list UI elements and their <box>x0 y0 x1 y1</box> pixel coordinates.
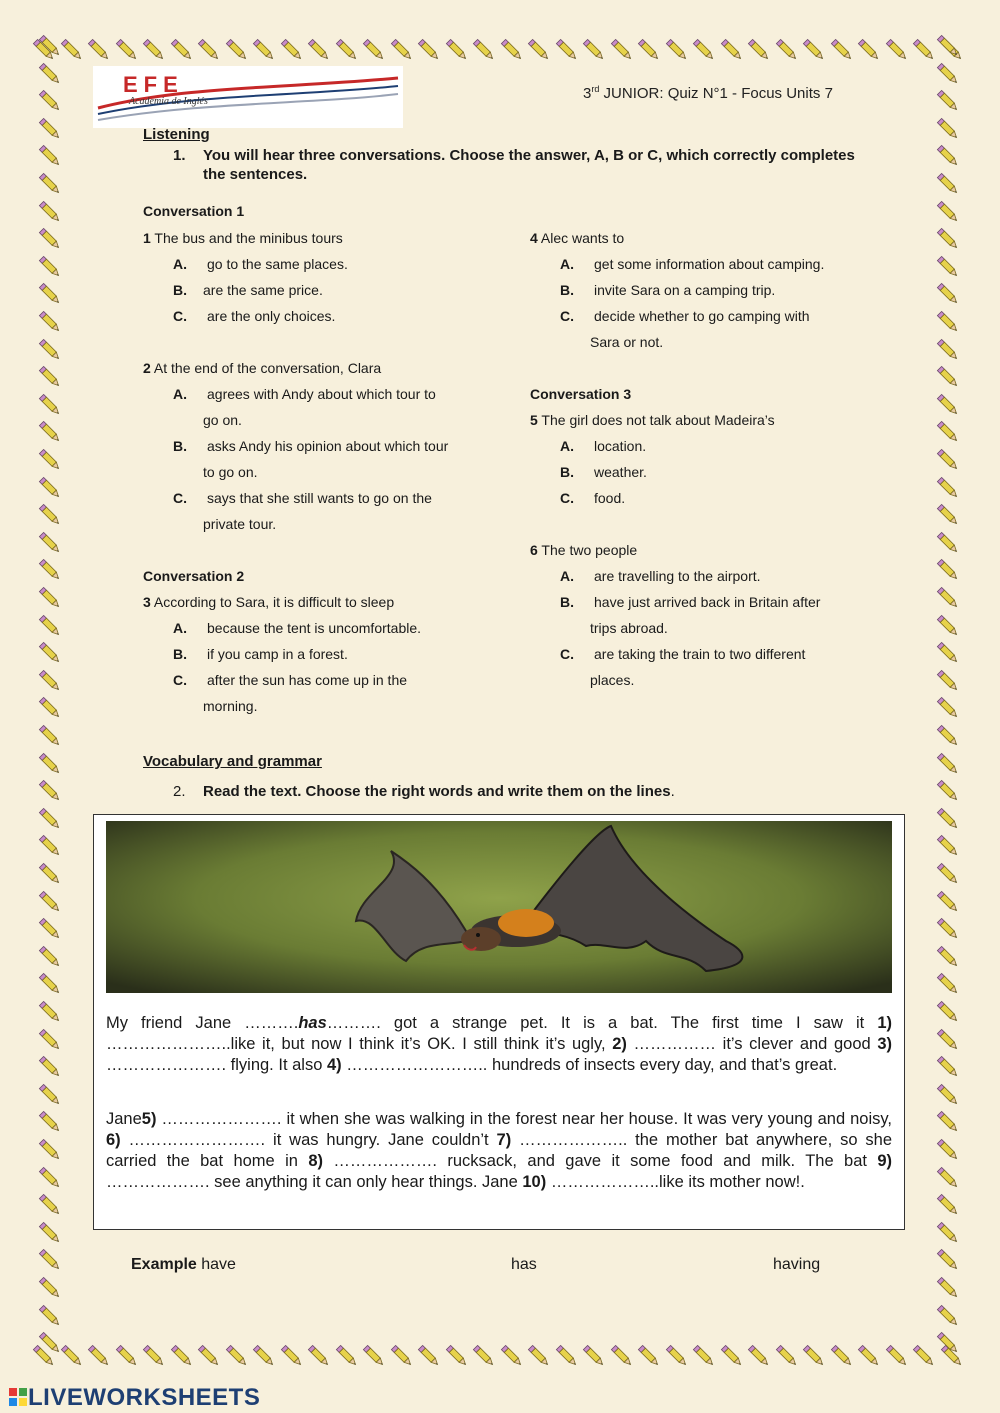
pencil-icon <box>415 36 443 68</box>
pencil-icon <box>250 36 278 68</box>
q3-option-c-letter: C. <box>173 672 187 688</box>
q1-option-b[interactable]: are the same price. <box>203 282 323 298</box>
pencil-icon <box>828 36 856 68</box>
pencil-icon <box>470 36 498 68</box>
pencil-icon <box>608 36 636 68</box>
pencil-icon <box>443 1342 471 1374</box>
pencil-icon <box>663 36 691 68</box>
q4-option-a[interactable]: get some information about camping. <box>594 256 825 272</box>
q4-option-c-letter: C. <box>560 308 574 324</box>
pencil-icon <box>883 36 911 68</box>
q5-option-a-letter: A. <box>560 438 574 454</box>
pencil-icon <box>828 1342 856 1374</box>
pencil-icon <box>333 36 361 68</box>
conversation-3-title: Conversation 3 <box>530 386 632 402</box>
q1-option-a[interactable]: go to the same places. <box>207 256 348 272</box>
pencil-icon <box>934 1329 962 1362</box>
pencil-icon <box>195 1342 223 1374</box>
pencil-icon <box>773 1342 801 1374</box>
q1-option-c[interactable]: are the only choices. <box>207 308 336 324</box>
q4-option-b-letter: B. <box>560 282 574 298</box>
q4-option-a-letter: A. <box>560 256 574 272</box>
q6-option-c[interactable]: are taking the train to two different <box>594 646 806 662</box>
pencil-icon <box>498 36 526 68</box>
example-option-1: Example have <box>131 1256 236 1273</box>
q3-option-c-cont[interactable]: morning. <box>203 698 258 714</box>
q2-option-c[interactable]: says that she still wants to go on the <box>207 490 432 506</box>
q5-option-c[interactable]: food. <box>594 490 626 506</box>
q6-option-a[interactable]: are travelling to the airport. <box>594 568 761 584</box>
pencil-icon <box>443 36 471 68</box>
q6-option-a-letter: A. <box>560 568 574 584</box>
q3-option-b[interactable]: if you camp in a forest. <box>207 646 348 662</box>
q1-option-c-letter: C. <box>173 308 187 324</box>
pencil-border-left <box>30 32 70 1372</box>
q4-option-c[interactable]: decide whether to go camping with <box>594 308 810 324</box>
pencil-icon <box>553 36 581 68</box>
passage-paragraph-1: My friend Jane ……….has………. got a strange pet. It is a bat. The first time I saw it 1) …………………..like it, but now I think it’s OK. I still think it’s ugly, 2) …………… it’s clever and good 3) …………………. flying. It also 4) …………………….. hundreds of insects every day, and that’s great. <box>106 1014 892 1074</box>
pencil-icon <box>388 1342 416 1374</box>
pencil-icon <box>85 36 113 68</box>
bat-photo <box>106 821 892 993</box>
pencil-icon <box>525 1342 553 1374</box>
pencil-icon <box>745 36 773 68</box>
pencil-icon <box>773 36 801 68</box>
school-logo <box>93 66 403 128</box>
pencil-icon <box>580 1342 608 1374</box>
q4-option-b[interactable]: invite Sara on a camping trip. <box>594 282 776 298</box>
q5-option-b-letter: B. <box>560 464 574 480</box>
q1-option-a-letter: A. <box>173 256 187 272</box>
pencil-icon <box>415 1342 443 1374</box>
pencil-icon <box>305 1342 333 1374</box>
q2-option-b-cont[interactable]: to go on. <box>203 464 258 480</box>
pencil-border-top <box>30 32 970 68</box>
pencil-icon <box>113 1342 141 1374</box>
example-option-3: having <box>773 1256 821 1273</box>
q2-option-c-cont[interactable]: private tour. <box>203 516 277 532</box>
reading-passage-box <box>93 814 905 1230</box>
question-6: 6 The two people <box>530 542 638 558</box>
question-4: 4 Alec wants to <box>530 230 625 246</box>
pencil-icon <box>223 36 251 68</box>
pencil-icon <box>278 36 306 68</box>
pencil-icon <box>855 36 883 68</box>
pencil-icon <box>388 36 416 68</box>
logo-subtitle: Academia de Inglés <box>129 96 208 107</box>
pencil-icon <box>195 36 223 68</box>
pencil-icon <box>250 1342 278 1374</box>
vocab-heading: Vocabulary and grammar <box>143 753 322 770</box>
quiz-title: 3rd JUNIOR: Quiz N°1 - Focus Units 7 <box>583 84 833 102</box>
q2-option-a[interactable]: agrees with Andy about which tour to <box>207 386 436 402</box>
listening-instruction: 1. You will hear three conversations. Choose the answer, A, B or C, which correctly completes the sentences. <box>173 147 855 183</box>
conversation-2-title: Conversation 2 <box>143 568 245 584</box>
pencil-icon <box>663 1342 691 1374</box>
q2-option-a-cont[interactable]: go on. <box>203 412 242 428</box>
q6-option-c-letter: C. <box>560 646 574 662</box>
pencil-icon <box>140 36 168 68</box>
pencil-icon <box>635 36 663 68</box>
pencil-icon <box>718 1342 746 1374</box>
question-5: 5 The girl does not talk about Madeira’s <box>530 412 775 428</box>
listening-heading: Listening <box>143 126 210 143</box>
q2-option-b-letter: B. <box>173 438 187 454</box>
pencil-icon <box>553 1342 581 1374</box>
q3-option-b-letter: B. <box>173 646 187 662</box>
conversation-1-title: Conversation 1 <box>143 203 245 219</box>
q3-option-c[interactable]: after the sun has come up in the <box>207 672 408 688</box>
pencil-icon <box>223 1342 251 1374</box>
passage-paragraph-2: Jane5) …………………. it when she was walking in the forest near her house. It was very young and noisy, 6) ……………………. it was hungry. Jane couldn’t 7) ……………….. the mother bat anywhere, so she carried the bat home in 8) ………………. rucksack, and gave it some food and milk. The bat 9) ………………. see anything it can only hear things. Jane 10) ………………..like its mother now!. <box>106 1110 892 1191</box>
pencil-icon <box>855 1342 883 1374</box>
pencil-icon <box>360 1342 388 1374</box>
vocab-instruction: 2. Read the text. Choose the right words and write them on the lines. <box>173 783 675 800</box>
q6-option-b-cont[interactable]: trips abroad. <box>590 620 668 636</box>
question-1: 1 The bus and the minibus tours <box>143 230 343 246</box>
pencil-icon <box>498 1342 526 1374</box>
pencil-icon <box>168 1342 196 1374</box>
q6-option-b[interactable]: have just arrived back in Britain after <box>594 594 821 610</box>
q2-option-b[interactable]: asks Andy his opinion about which tour <box>207 438 449 454</box>
pencil-border-bottom <box>30 1338 970 1374</box>
pencil-icon <box>305 36 333 68</box>
pencil-icon <box>745 1342 773 1374</box>
q5-option-a[interactable]: location. <box>594 438 647 454</box>
pencil-icon <box>690 36 718 68</box>
pencil-icon <box>608 1342 636 1374</box>
pencil-icon <box>333 1342 361 1374</box>
question-2: 2 At the end of the conversation, Clara <box>143 360 382 376</box>
q5-option-b[interactable]: weather. <box>594 464 647 480</box>
q4-option-c-cont[interactable]: Sara or not. <box>590 334 664 350</box>
pencil-icon <box>168 36 196 68</box>
pencil-icon <box>113 36 141 68</box>
pencil-icon <box>525 36 553 68</box>
example-option-2: has <box>511 1256 537 1273</box>
pencil-icon <box>690 1342 718 1374</box>
pencil-icon <box>883 1342 911 1374</box>
pencil-icon <box>360 36 388 68</box>
q2-option-a-letter: A. <box>173 386 187 402</box>
q3-option-a[interactable]: because the tent is uncomfortable. <box>207 620 422 636</box>
q2-option-c-letter: C. <box>173 490 187 506</box>
q1-option-b-letter: B. <box>173 282 187 298</box>
liveworksheets-icon <box>8 1387 28 1407</box>
pencil-icon <box>800 36 828 68</box>
pencil-icon <box>278 1342 306 1374</box>
q5-option-c-letter: C. <box>560 490 574 506</box>
pencil-border-right <box>928 32 968 1372</box>
pencil-icon <box>36 1329 64 1362</box>
pencil-icon <box>85 1342 113 1374</box>
q6-option-c-cont[interactable]: places. <box>590 672 635 688</box>
pencil-icon <box>635 1342 663 1374</box>
pencil-icon <box>800 1342 828 1374</box>
pencil-icon <box>718 36 746 68</box>
pencil-icon <box>140 1342 168 1374</box>
pencil-icon <box>470 1342 498 1374</box>
pencil-icon <box>580 36 608 68</box>
q6-option-b-letter: B. <box>560 594 574 610</box>
question-3: 3 According to Sara, it is difficult to sleep <box>143 594 395 610</box>
q3-option-a-letter: A. <box>173 620 187 636</box>
logo-brand: EFE <box>123 72 184 97</box>
